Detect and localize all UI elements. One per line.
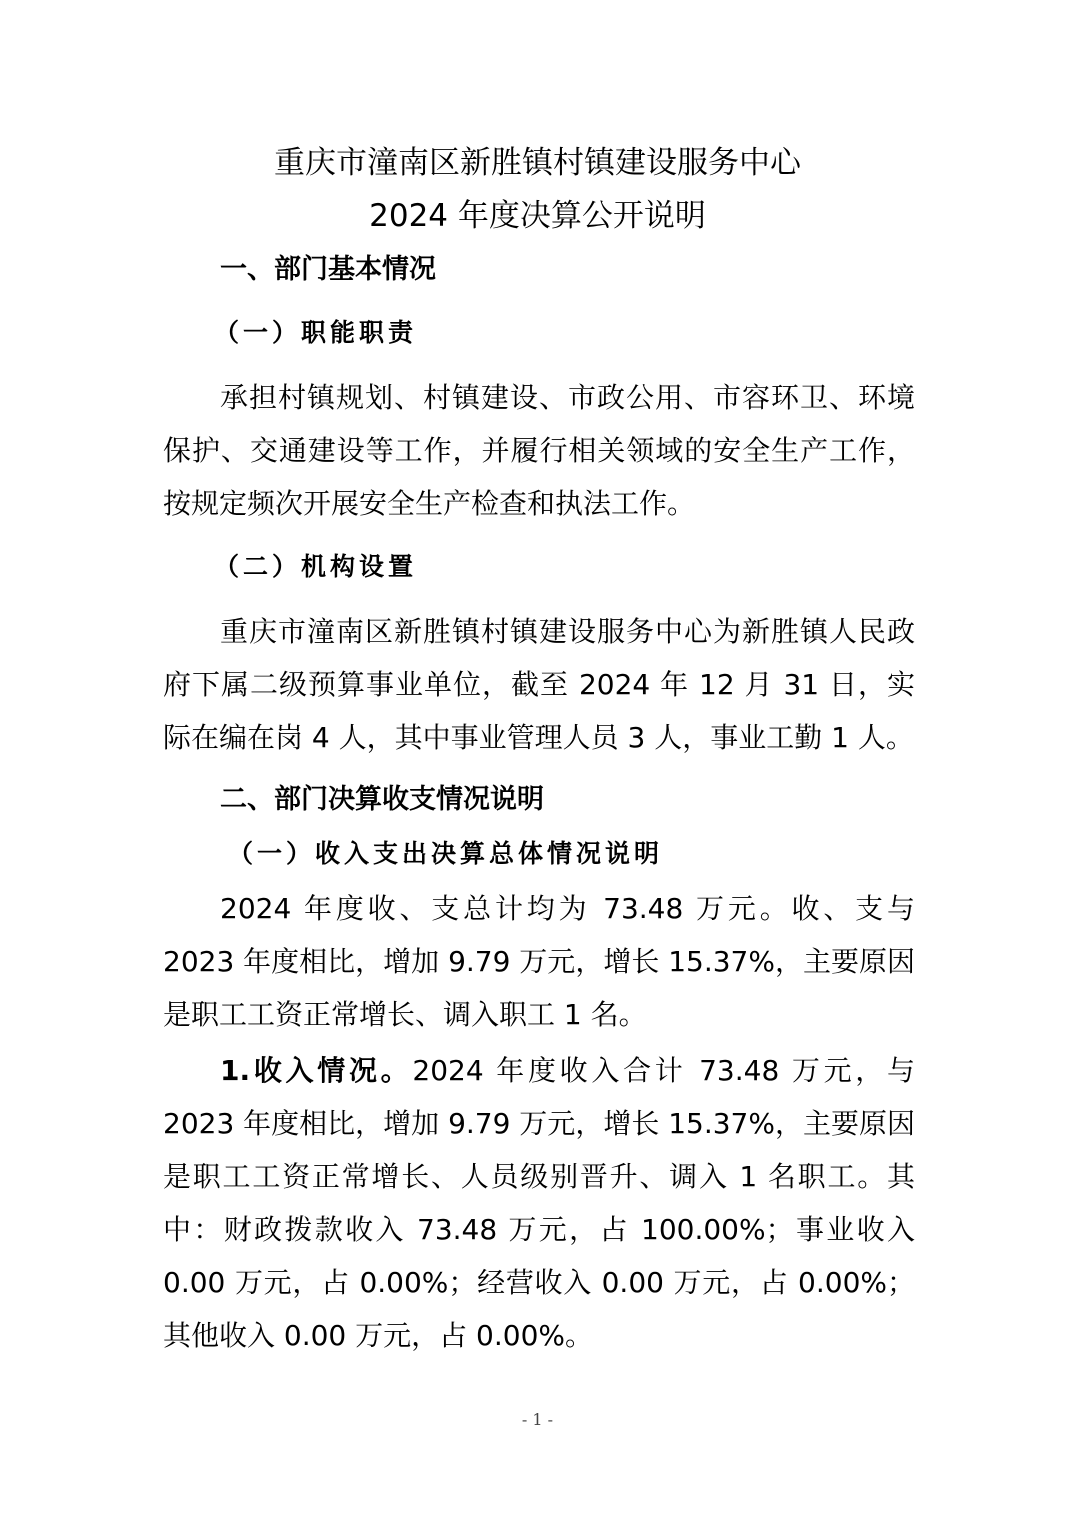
paragraph-organization: 重庆市潼南区新胜镇村镇建设服务中心为新胜镇人民政府下属二级预算事业单位，截至 2024 年 12 月 31 日，实际在编在岗 4 人，其中事业管理人员 3 人，事业工勤 1 人。 — [163, 615, 915, 754]
page-number: - 1 - — [521, 1410, 554, 1429]
section-heading-budget: 二、部门决算收支情况说明 — [220, 784, 544, 815]
paragraph-income — [163, 1044, 915, 1362]
section-heading-basic-info: 一、部门基本情况 — [220, 254, 436, 285]
document-title-line1: 重庆市潼南区新胜镇村镇建设服务中心 — [274, 145, 801, 181]
paragraph-functions: 承担村镇规划、村镇建设、市政公用、市容环卫、环境保护、交通建设等工作，并履行相关领域的安全生产工作，按规定频次开展安全生产检查和执法工作。 — [163, 381, 915, 520]
income-text: 2024 年度收入合计 73.48 万元，与 2023 年度相比，增加 9.79 万元，增长 15.37%，主要原因是职工工资正常增长、人员级别晋升、调入 1 名职工。其中：财政拨款收入 73.48 万元，占 100.00%；事业收入 0.00 万元，占 0.00%；经营收入 0.00 万元，占 0.00%；其他收入 0.00 万元，占 0.00%。 — [163, 1054, 915, 1352]
subsection-heading-organization: （二）机构设置 — [214, 552, 418, 581]
paragraph-overall: 2024 年度收、支总计均为 73.48 万元。收、支与 2023 年度相比，增加 9.79 万元，增长 15.37%，主要原因是职工工资正常增长、调入职工 1 名。 — [163, 892, 915, 1031]
document-title-line2: 2024 年度决算公开说明 — [369, 198, 706, 234]
subsection-heading-functions: （一）职能职责 — [214, 318, 418, 347]
subsection-heading-overall: （一）收入支出决算总体情况说明 — [228, 839, 664, 868]
income-lead: 1.收入情况。 — [220, 1054, 413, 1087]
